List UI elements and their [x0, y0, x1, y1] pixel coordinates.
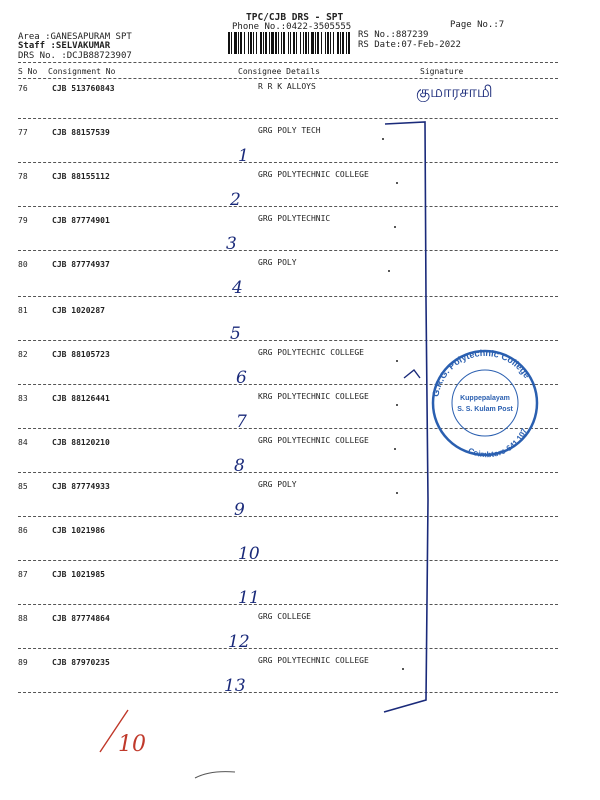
row-hand-number: 5	[230, 324, 241, 344]
ink-dot	[394, 448, 396, 450]
barcode-bar	[228, 32, 230, 54]
bottom-scribble	[195, 772, 235, 778]
barcode-bar	[325, 32, 326, 54]
row-hand-number: 3	[226, 234, 237, 254]
row-divider	[18, 340, 558, 341]
barcode-bar	[321, 32, 322, 54]
barcode-bar	[253, 32, 254, 54]
barcode-bar	[265, 32, 267, 54]
phone-number: Phone No.:0422-3505555	[232, 22, 352, 32]
page-number: Page No.:7	[450, 20, 505, 30]
row-hand-number: 1	[238, 146, 249, 166]
barcode-bar	[256, 32, 257, 54]
rs-number: RS No.:887239	[358, 30, 429, 40]
barcode-bar	[283, 32, 285, 54]
row-divider	[18, 648, 558, 649]
barcode-bar	[271, 32, 274, 54]
row-divider	[18, 604, 558, 605]
row-details: GRG POLY	[258, 480, 297, 489]
ink-dot	[396, 404, 398, 406]
row-consignment: CJB 88105723	[52, 350, 110, 359]
row-hand-number: 6	[236, 368, 247, 388]
barcode-bar	[296, 32, 297, 54]
row-sno: 76	[18, 84, 28, 93]
ink-dot	[382, 138, 384, 140]
doc-title: TPC/CJB DRS - SPT	[246, 12, 344, 23]
barcode-bar	[244, 32, 245, 54]
row-sno: 86	[18, 526, 28, 535]
barcode-bar	[348, 32, 350, 54]
area-label: Area :GANESAPURAM SPT	[18, 32, 132, 42]
row-consignment: CJB 88120210	[52, 438, 110, 447]
row-sno: 82	[18, 350, 28, 359]
svg-text:Coimbtore-641 107	[467, 426, 530, 458]
row-hand-number: 7	[236, 412, 247, 432]
barcode-bar	[308, 32, 309, 54]
barcode-bar	[240, 32, 242, 54]
row-sno: 83	[18, 394, 28, 403]
row-divider	[18, 250, 558, 251]
row-details: GRG POLYTECHNIC	[258, 214, 331, 223]
row-divider	[18, 296, 558, 297]
row-hand-number: 4	[232, 278, 243, 298]
row-consignment: CJB 1021986	[52, 526, 105, 535]
header-divider	[18, 62, 558, 63]
barcode-bar	[275, 32, 277, 54]
barcode-bar	[346, 32, 347, 54]
row-hand-number: 2	[230, 190, 241, 210]
stamp-line3: S. S. Kulam Post	[457, 406, 513, 413]
barcode	[228, 32, 350, 54]
row-divider	[18, 472, 558, 473]
row-divider	[18, 560, 558, 561]
barcode-bar	[317, 32, 319, 54]
barcode-bar	[250, 32, 252, 54]
row-details: GRG POLYTECHNIC COLLEGE	[258, 656, 369, 665]
barcode-bar	[315, 32, 316, 54]
barcode-bar	[234, 32, 237, 54]
row-sno: 88	[18, 614, 28, 623]
barcode-bar	[300, 32, 301, 54]
row-consignment: CJB 87774937	[52, 260, 110, 269]
barcode-bar	[281, 32, 282, 54]
drs-number: DRS No. :DCJB88723907	[18, 51, 132, 61]
barcode-bar	[340, 32, 341, 54]
signature-text: குமாரசாமி	[416, 82, 493, 101]
row-hand-number: 11	[238, 588, 260, 608]
barcode-bar	[248, 32, 249, 54]
stamp-arrow	[404, 370, 420, 378]
row-consignment: CJB 513760843	[52, 84, 115, 93]
barcode-bar	[263, 32, 264, 54]
row-details: GRG POLYTECHIC COLLEGE	[258, 348, 364, 357]
row-sno: 81	[18, 306, 28, 315]
row-consignment: CJB 88157539	[52, 128, 110, 137]
row-divider	[18, 162, 558, 163]
ink-dot	[394, 226, 396, 228]
barcode-bar	[305, 32, 307, 54]
ink-dot	[396, 492, 398, 494]
row-sno: 87	[18, 570, 28, 579]
college-stamp	[420, 348, 550, 458]
barcode-bar	[293, 32, 295, 54]
stamp-line2: Kuppepalayam	[460, 395, 510, 402]
row-divider	[18, 516, 558, 517]
col-consignment: Consignment No	[48, 67, 116, 76]
row-details: KRG POLYTECHNIC COLLEGE	[258, 392, 369, 401]
row-details: GRG POLYTECHNIC COLLEGE	[258, 170, 369, 179]
stamp-line4: Coimbtore-641 107	[466, 426, 530, 458]
row-details: GRG COLLEGE	[258, 612, 311, 621]
barcode-bar	[333, 32, 334, 54]
barcode-bar	[269, 32, 270, 54]
ink-dot	[396, 182, 398, 184]
row-details: GRG POLY TECH	[258, 126, 321, 135]
col-sno: S No	[18, 67, 38, 76]
row-sno: 80	[18, 260, 28, 269]
row-details: R R K ALLOYS	[258, 82, 316, 91]
staff-label: Staff :SELVAKUMAR	[18, 41, 111, 51]
row-sno: 78	[18, 172, 28, 181]
barcode-bar	[288, 32, 289, 54]
row-consignment: CJB 87774864	[52, 614, 110, 623]
barcode-bar	[231, 32, 232, 54]
row-hand-number: 13	[224, 676, 246, 696]
row-details: GRG POLY	[258, 258, 297, 267]
barcode-bar	[303, 32, 304, 54]
barcode-bar	[337, 32, 339, 54]
row-hand-number: 10	[238, 544, 260, 564]
row-consignment: CJB 88126441	[52, 394, 110, 403]
stamp-line1: G.R.G. Polytechnic College	[430, 348, 533, 398]
barcode-bar	[311, 32, 314, 54]
row-divider	[18, 118, 558, 119]
svg-text:G.R.G. Polytechnic College	[430, 348, 532, 397]
row-consignment: CJB 87970235	[52, 658, 110, 667]
row-consignment: CJB 88155112	[52, 172, 110, 181]
barcode-bar	[238, 32, 239, 54]
rs-date: RS Date:07-Feb-2022	[358, 40, 461, 50]
barcode-bar	[342, 32, 344, 54]
row-sno: 84	[18, 438, 28, 447]
row-divider	[18, 206, 558, 207]
row-consignment: CJB 87774933	[52, 482, 110, 491]
ink-dot	[402, 668, 404, 670]
bottom-count: 10	[118, 732, 146, 757]
row-hand-number: 12	[228, 632, 250, 652]
row-sno: 89	[18, 658, 28, 667]
ink-dot	[396, 360, 398, 362]
barcode-bar	[278, 32, 279, 54]
row-sno: 77	[18, 128, 28, 137]
barcode-bar	[330, 32, 331, 54]
row-consignment: CJB 87774901	[52, 216, 110, 225]
row-sno: 85	[18, 482, 28, 491]
row-details: GRG POLYTECHNIC COLLEGE	[258, 436, 369, 445]
barcode-bar	[327, 32, 329, 54]
barcode-bar	[290, 32, 291, 54]
columns-divider	[18, 78, 558, 79]
col-signature: Signature	[420, 67, 464, 76]
row-divider	[18, 692, 558, 693]
row-hand-number: 8	[234, 456, 245, 476]
row-consignment: CJB 1021985	[52, 570, 105, 579]
col-details: Consignee Details	[238, 67, 320, 76]
row-hand-number: 9	[234, 500, 245, 520]
row-consignment: CJB 1020287	[52, 306, 105, 315]
barcode-bar	[260, 32, 262, 54]
ink-dot	[388, 270, 390, 272]
row-sno: 79	[18, 216, 28, 225]
